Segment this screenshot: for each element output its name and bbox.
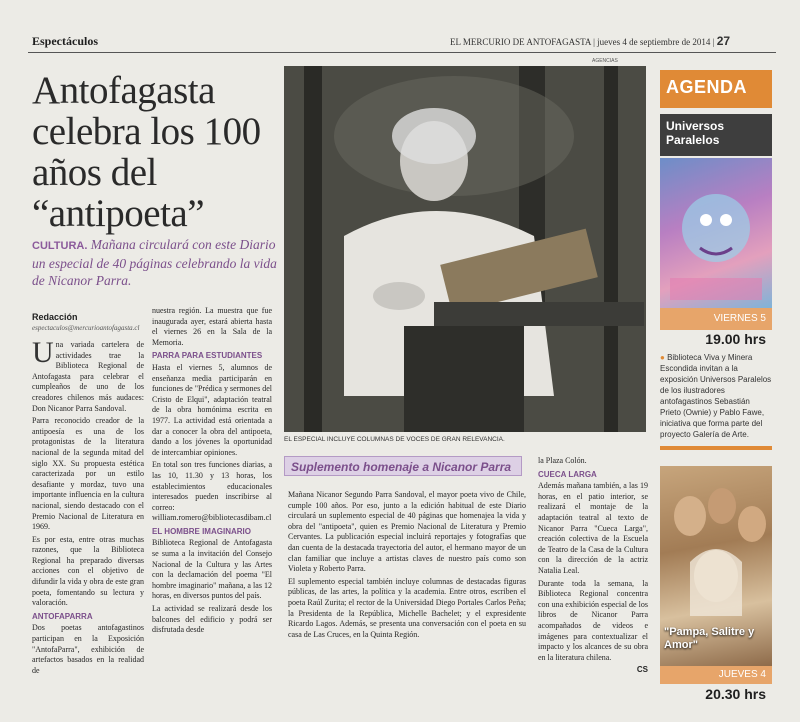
page-number: 27 — [716, 34, 731, 48]
paragraph: Mañana Nicanor Segundo Parra Sandoval, el mayor poeta vivo de Chile, cumple 100 años. Por eso, junto a la edición habitual de este Diario circulará un suplemento especial de 40 páginas que homenajea la vida y obra del "antipoeta", quien es Premio Nacional de Literatura y Premio Cervantes. La publicación especial incluirá reportajes y fotografías que dan cuenta de la destacada trayectoria del autor, el hermano mayor de un clan familiar que incluye a artistas claves de nuestro país como son Violeta y Roberto Parra. — [288, 490, 526, 574]
byline: Redacción — [32, 312, 78, 322]
section-label: Espectáculos — [32, 34, 98, 48]
paragraph: na variada cartelera de actividades trae la Biblioteca Regional de Antofagasta para celebrar el cumpleaños de uno de los creadores chilenos más audaces: Don Nicanor Parra Sandoval. — [32, 340, 144, 413]
end-mark-row — [538, 665, 648, 676]
photo-credit: AGENCIAS — [592, 58, 618, 64]
subhead: PARRA PARA ESTUDIANTES — [152, 351, 263, 361]
paragraph: nuestra región. La muestra que fue inaugurada ayer, estará abierta hasta el viernes 26 en la Sala de la Memoria. — [152, 306, 272, 347]
bullet-icon: ● — [660, 353, 668, 362]
end-mark: CS — [636, 665, 648, 675]
supplement-column — [288, 490, 526, 710]
main-photo — [284, 66, 646, 432]
paragraph: la Plaza Colón. — [538, 456, 587, 465]
subhead: CUECA LARGA — [538, 469, 597, 479]
paragraph: En total son tres funciones diarias, a las 10, 11.30 y 13 horas, los establecimientos educacionales interesados pueden inscribirse al correo: william.romero@bibliotecasdibam.cl — [152, 460, 272, 523]
article-column-4 — [538, 456, 648, 710]
paragraph: Dos poetas antofagastinos participan en la Exposición "AntofaParra", exhibición de artefactos basados en la realidad de — [32, 623, 144, 675]
paragraph: Es por esta, entre otras muchas razones, que la Biblioteca Regional ha preparado diversas acciones con el objetivo de difundir la vida y obra de este gran poeta, fomentando su lectura y valoración. — [32, 534, 144, 608]
header-rule — [28, 52, 776, 53]
agenda-divider — [660, 446, 772, 450]
agenda-item-description: Biblioteca Viva y Minera Escondida invitan a la exposición Universos Paralelos de los ilustradores antofagastinos Sebastián Prieto (Ownie) y Pablo Fawe, iniciativa que forma parte del proyecto Galería de Arte. — [660, 353, 772, 439]
author-email[interactable]: espectaculos@mercurioantofagasta.cl — [32, 324, 140, 332]
paragraph: El suplemento especial también incluye columnas de destacadas figuras públicas, de las artes, la política y la academia. Entre otros, escriben el poeta Raúl Zurita; el rector de la Universidad Diego Portales Carlos Peña; la Presidenta de la República, Michelle Bachelet; y el expresidente Ricardo Lagos. Además, se presenta una conversación con el poeta en su casa de Las Cruces, en la Quinta Región. — [288, 576, 526, 639]
subhead: EL HOMBRE IMAGINARIO — [152, 526, 251, 536]
agenda-item-title: "Pampa, Salitre y Amor" — [664, 626, 755, 651]
drop-cap: U — [32, 340, 54, 369]
poet-reading-illustration — [284, 66, 646, 432]
photo-caption: EL ESPECIAL INCLUYE COLUMNAS DE VOCES DE GRAN RELEVANCIA. — [284, 436, 505, 443]
supplement-box-title: Suplemento homenaje a Nicanor Parra — [284, 456, 522, 476]
agenda-item-text — [660, 352, 772, 440]
masthead-text: EL MERCURIO DE ANTOFAGASTA | jueves 4 de septiembre de 2014 | — [450, 37, 715, 47]
illustration-artwork — [660, 158, 772, 308]
kicker — [32, 236, 282, 289]
article-column-2 — [152, 306, 272, 710]
agenda-item-day: JUEVES 4 — [660, 666, 772, 684]
article-column-1 — [32, 340, 144, 710]
kicker-tag: CULTURA. — [32, 240, 88, 252]
paragraph: Además mañana también, a las 19 horas, en el patio interior, se realizará el montaje de la adaptación teatral al texto de Nicanor Parra "Cueca Larga", creación colectiva de la Escuela de Teatro de la Casa de la Cultura con la dirección de la actriz Natalia Leal. — [538, 481, 648, 575]
subhead: ANTOFAPARRA — [32, 611, 93, 621]
agenda-item-title: Universos Paralelos — [660, 114, 772, 156]
agenda-item-time: 20.30 hrs — [705, 686, 766, 702]
paragraph: Hasta el viernes 5, alumnos de enseñanza media participarán en funciones de "Prédica y sermones del Cristo de Elqui", adaptación teatral de la obra homónima escrita en 1977. La actividad está orientada a dar a conocer la obra del antipoeta, dando a los jóvenes la oportunidad de intercambiar opiniones. — [152, 362, 272, 457]
agenda-item-image — [660, 158, 772, 308]
agenda-header: AGENDA — [660, 70, 772, 108]
masthead — [450, 34, 730, 48]
kicker-text: Mañana circulará con este Diario un especial de 40 páginas celebrando la vida de Nicanor Parra. — [32, 237, 277, 288]
paragraph: Durante toda la semana, la Biblioteca Regional concentra con una exhibición especial de los libros de Nicanor Parra acompañados de videos e imágenes para contextualizar el impacto y los alcances de su obra en la literatura chilena. — [538, 578, 648, 662]
agenda-item-time: 19.00 hrs — [705, 331, 766, 347]
paragraph: Parra reconocido creador de la antipoesía es una de los protagonistas de la literatura nacional de la segunda mitad del siglo XX. Su propuesta estética caracterizada por un estilo desafiante y mordaz, tuvo una importante influencia en la cultura nacional, siendo destacado con el Premio Nacional de Literatura en 1969. — [32, 416, 144, 532]
paragraph: La actividad se realizará desde los balcones del edificio y podrá ser disfrutada desde — [152, 604, 272, 635]
agenda-item-day: VIERNES 5 — [660, 308, 772, 330]
paragraph: Biblioteca Regional de Antofagasta se suma a la invitación del Consejo Nacional de la Cultura y las Artes con la declamación del poema "El hombre imaginario" mañana, a las 12 horas, en diversos puntos del país. — [152, 538, 272, 601]
headline: Antofagasta celebra los 100 años del “antipoeta” — [32, 69, 261, 235]
